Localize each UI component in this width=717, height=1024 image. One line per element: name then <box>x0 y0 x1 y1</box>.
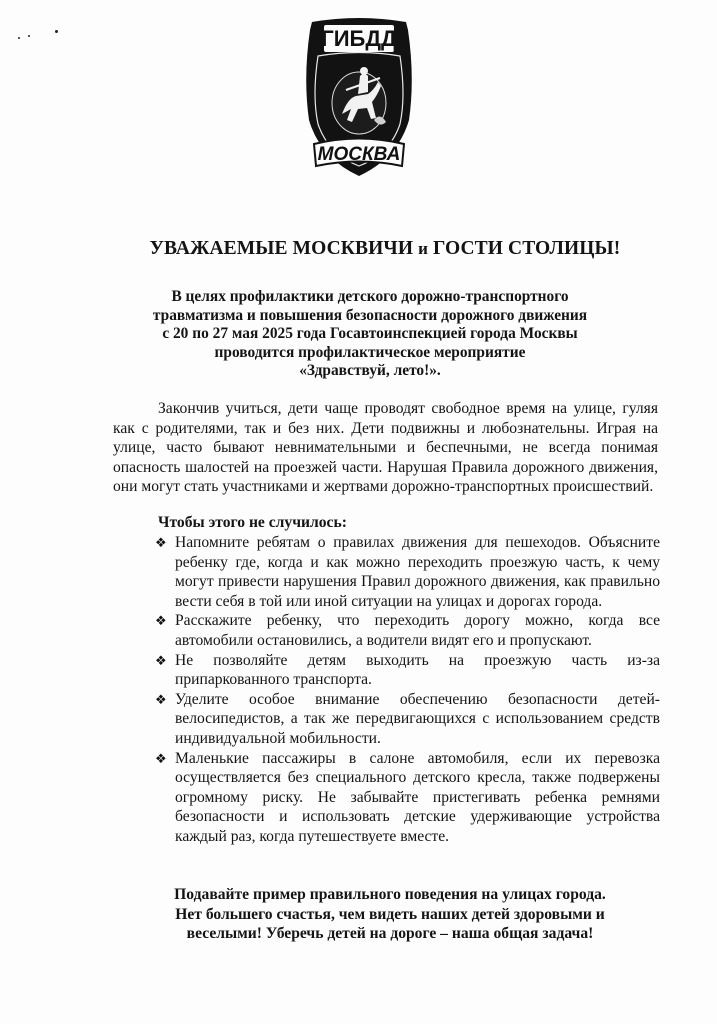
intro-line: проводится профилактическое мероприятие <box>214 343 526 361</box>
scan-speck <box>18 37 20 39</box>
title-part-2: и <box>418 239 428 258</box>
svg-text:ГИБДД: ГИБДД <box>321 26 397 51</box>
intro-line: «Здравствуй, лето!». <box>299 362 441 380</box>
title-part-3: ГОСТИ СТОЛИЦЫ! <box>427 238 621 259</box>
closing-line: Нет большего счастья, чем видеть наших детей здоровыми и <box>175 905 605 923</box>
scan-speck <box>28 35 30 37</box>
closing-line: веселыми! Уберечь детей на дороге – наша общая задача! <box>186 925 594 943</box>
list-item <box>155 651 660 690</box>
tip-text: Маленькие пассажиры в салоне автомобиля, если их перевозка осуществляется без специального детского кресла, также подвержены огромному риску. Не забывайте пристегивать ребенка ремнями безопасности и использовать детские удерживающие устройства каждый раз, когда путешествуете вместе. <box>175 749 660 845</box>
tips-list <box>155 533 660 847</box>
closing-statement <box>140 885 640 944</box>
tip-text: Не позволяйте детям выходить на проезжую часть из-за припаркованного транспорта. <box>175 651 660 689</box>
intro-line: В целях профилактики детского дорожно-транспортного <box>171 288 569 305</box>
list-item <box>155 690 660 749</box>
shield-emblem-icon <box>298 16 420 184</box>
list-item <box>155 749 660 847</box>
bullet-diamond-icon: ❖ <box>155 613 167 629</box>
intro-line: с 20 по 27 мая 2025 года Госавтоинспекцией города Москвы <box>162 325 578 343</box>
body-paragraph: Закончив учиться, дети чаще проводят свободное время на улице, гуляя как с родителями, так и без них. Дети подвижны и любознательны. Играя на улице, часто бывают невнимательными и беспечными, не всегда понимая опасность шалостей на проезжей части. Нарушая Правила дорожного движения, они могут стать участниками и жертвами дорожно-транспортных происшествий. <box>113 400 658 496</box>
scan-speck <box>55 30 58 33</box>
tip-text: Уделите особое внимание обеспечению безопасности детей-велосипедистов, а так же передвигающихся с использованием средств индивидуальной мобильности. <box>175 690 660 747</box>
bullet-diamond-icon: ❖ <box>155 535 167 550</box>
tips-heading: Чтобы этого не случилось: <box>158 514 347 531</box>
intro-announcement <box>110 288 630 381</box>
list-item <box>155 611 660 650</box>
page-title <box>60 238 710 260</box>
svg-text:МОСКВА: МОСКВА <box>317 144 401 165</box>
bullet-diamond-icon: ❖ <box>155 750 167 766</box>
title-part-1: УВАЖАЕМЫЕ МОСКВИЧИ <box>149 238 419 259</box>
gibdd-moscow-emblem <box>298 16 420 184</box>
closing-line: Подавайте пример правильного поведения на улицах города. <box>174 886 606 903</box>
tip-text: Напомните ребятам о правилах движения для пешеходов. Объясните ребенку где, когда и как можно переходить проезжую часть, к чему могут привести нарушения Правил дорожного движения, как правильно вести себя в той или иной ситуации на улицах и дорогах города. <box>175 534 660 610</box>
tip-text: Расскажите ребенку, что переходить дорогу можно, когда все автомобили остановились, а водители видят его и пропускают. <box>175 612 660 649</box>
bullet-diamond-icon: ❖ <box>155 691 167 707</box>
list-item <box>155 533 660 611</box>
bullet-diamond-icon: ❖ <box>155 652 167 668</box>
intro-line: травматизма и повышения безопасности дорожного движения <box>152 306 588 324</box>
